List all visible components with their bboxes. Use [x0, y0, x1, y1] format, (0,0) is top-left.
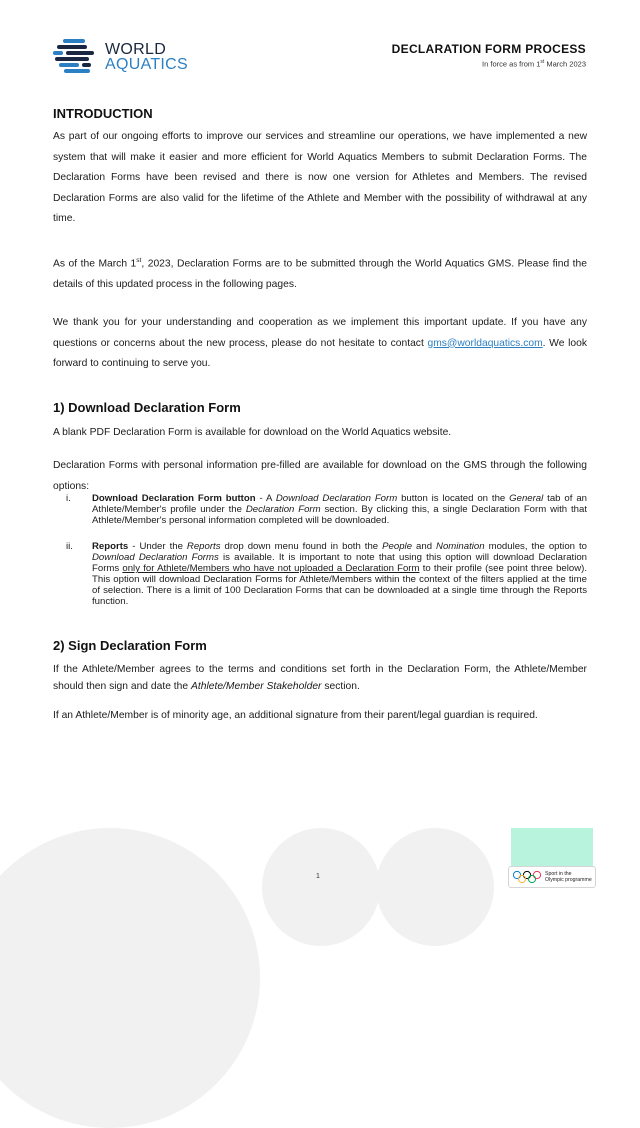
logo-line-world: WORLD [105, 41, 167, 58]
logo-wordmark [105, 42, 188, 72]
olympic-badge-text: Sport in the Olympic programme [545, 871, 592, 883]
option-number: i. [66, 493, 71, 504]
intro-paragraph-2: As of the March 1st, 2023, Declaration Forms are to be submitted through the World Aquatics GMS. Please find the details of this updated process in the following pages. [53, 257, 587, 291]
olympic-rings-icon [512, 870, 542, 884]
intro-paragraph-3: We thank you for your understanding and cooperation as we implement this important update. If you have any questions or concerns about the new process, please do not hesitate to contact gms@worldaquatics.com. We look forward to continuing to serve you. [53, 317, 587, 370]
olympic-badge [508, 866, 596, 888]
document-subtitle: In force as from 1st March 2023 [482, 59, 586, 69]
document-title: DECLARATION FORM PROCESS [391, 42, 586, 56]
logo-line-aquatics: AQUATICS [105, 56, 189, 73]
section-2-paragraph-2: If an Athlete/Member is of minority age, an additional signature from their parent/legal guardian is required. [53, 710, 538, 721]
section-1-paragraph-2: Declaration Forms with personal information pre-filled are available for download on the GMS through the following options: [53, 460, 587, 492]
option-download-button: i. Download Declaration Form button - A Download Declaration Form button is located on the General tab of an Athlete/Member's profile under the Declaration Form section. By clicking this, a single Declaration Form with that Athlete/Member's personal information completed will be downloaded. [66, 493, 588, 526]
section-2-paragraph-1: If the Athlete/Member agrees to the terms and conditions set forth in the Declaration Form, the Athlete/Member should then sign and date the Athlete/Member Stakeholder section. [53, 664, 587, 692]
mint-block [511, 828, 593, 866]
section-1-paragraph-1: A blank PDF Declaration Form is available for download on the World Aquatics website. [53, 427, 452, 438]
option-number: ii. [66, 541, 73, 552]
section-2-heading: 2) Sign Declaration Form [53, 638, 207, 653]
footer-circle [262, 828, 380, 946]
email-link[interactable]: gms@worldaquatics.com [427, 337, 543, 349]
page-number: 1 [316, 873, 320, 880]
wave-logo-icon [53, 38, 97, 76]
footer-circle [0, 828, 260, 1128]
option-reports: ii. Reports - Under the Reports drop down menu found in both the People and Nomination modules, the option to Download Declaration Forms is available. It is important to note that using this option will download Declaration Forms only for Athlete/Members who have not uploaded a Declaration Form to their profile (see point three below). This option will download Declaration Forms for Athlete/Members within the context of the filters applied at the time of selection. There is a limit of 100 Declaration Forms that can be downloaded at a single time through the Reports function. [66, 541, 588, 607]
intro-heading: INTRODUCTION [53, 106, 153, 121]
footer-circle [376, 828, 494, 946]
world-aquatics-logo [53, 38, 188, 76]
intro-paragraph-1: As part of our ongoing efforts to improve our services and streamline our operations, we have implemented a new system that will make it easier and more efficient for World Aquatics Members to submit Declaration Forms. The Declaration Forms have been revised and there is now one version for Athletes and Members. The revised Declaration Forms are also valid for the lifetime of the Athlete and Member with the possibility of withdrawal at any time. [53, 131, 587, 225]
section-1-heading: 1) Download Declaration Form [53, 400, 241, 415]
